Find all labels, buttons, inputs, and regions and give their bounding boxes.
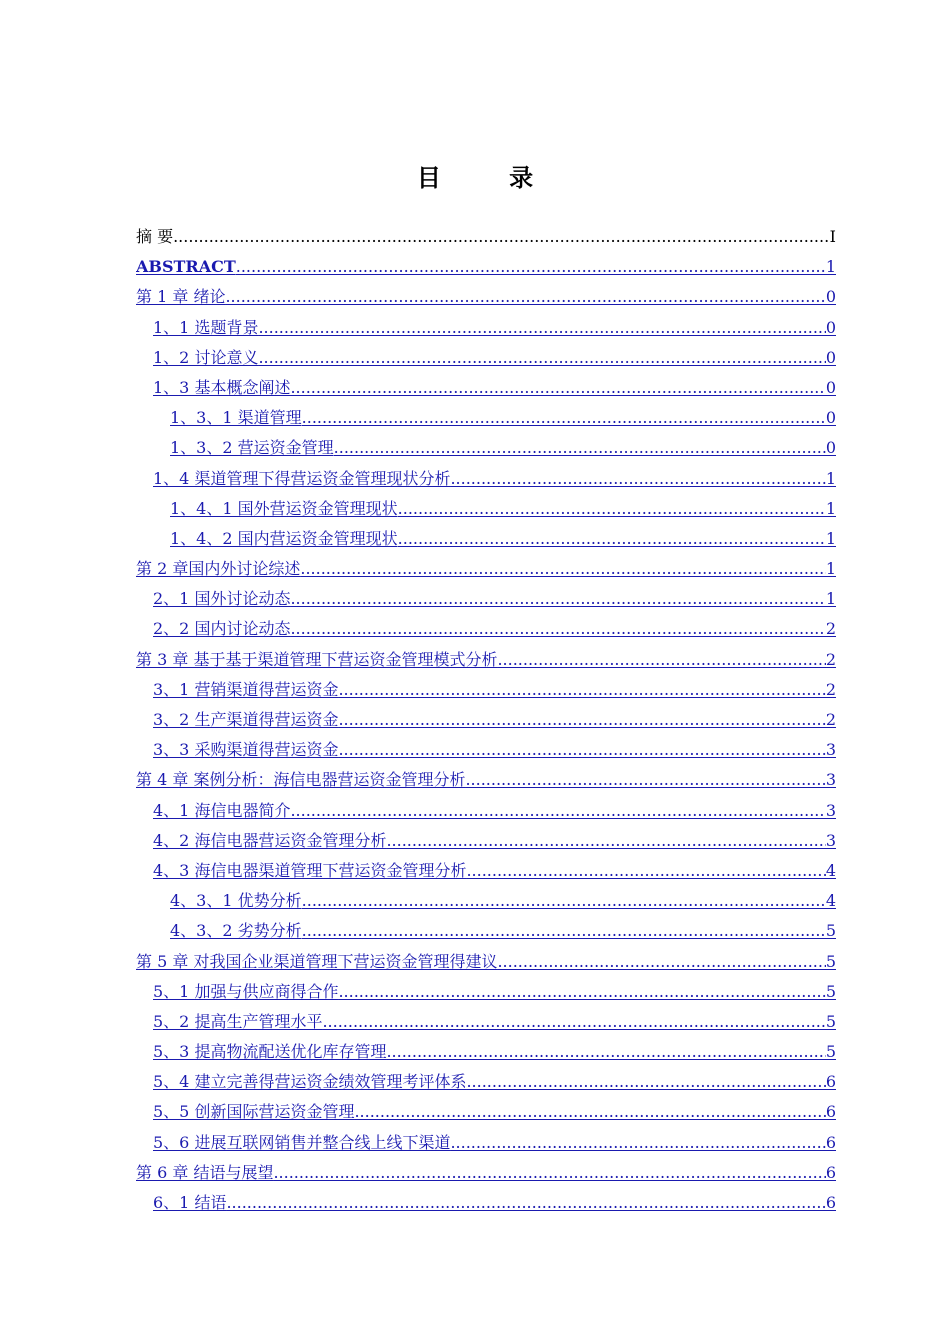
- toc-entry-label: 5、3 提高物流配送优化库存管理: [153, 1042, 387, 1062]
- toc-entry-link[interactable]: [153, 826, 836, 856]
- toc-entry-link[interactable]: [153, 856, 836, 886]
- toc-entry-link[interactable]: [170, 916, 836, 946]
- toc-leader-dots: [466, 856, 825, 886]
- toc-entry: [136, 524, 836, 554]
- toc-entry-link[interactable]: [153, 1097, 836, 1127]
- toc-entry-label: 1、4、1 国外营运资金管理现状: [170, 498, 398, 518]
- toc-title: 目 录: [416, 164, 564, 192]
- toc-entry-page: 5: [825, 981, 836, 1001]
- toc-entry-link[interactable]: [153, 373, 836, 403]
- table-of-contents: [136, 222, 836, 1218]
- toc-entry-label: 5、4 建立完善得营运资金绩效管理考评体系: [153, 1072, 467, 1092]
- toc-entry-label: 2、2 国内讨论动态: [153, 619, 291, 639]
- toc-entry-link[interactable]: [170, 524, 836, 554]
- toc-entry: [136, 313, 836, 343]
- toc-entry: [136, 675, 836, 705]
- toc-entry-link[interactable]: [153, 796, 836, 826]
- toc-entry-label: 4、3、1 优势分析: [170, 891, 302, 911]
- toc-entry-link[interactable]: [153, 1067, 836, 1097]
- toc-leader-dots: [497, 947, 825, 977]
- toc-entry-page: 3: [825, 830, 836, 850]
- toc-leader-dots: [173, 222, 830, 252]
- toc-entry-label: 1、1 选题背景: [153, 317, 259, 337]
- toc-entry-link: [136, 222, 836, 252]
- toc-leader-dots: [398, 494, 826, 524]
- toc-entry-label: 1、4、2 国内营运资金管理现状: [170, 528, 398, 548]
- toc-entry-page: 1: [825, 559, 836, 579]
- toc-entry-link[interactable]: [153, 614, 836, 644]
- toc-entry-label: 1、3、1 渠道管理: [170, 408, 302, 428]
- toc-entry-label: 第 5 章 对我国企业渠道管理下营运资金管理得建议: [136, 951, 498, 971]
- toc-entry-label: 5、1 加强与供应商得合作: [153, 981, 339, 1001]
- toc-entry-link[interactable]: [136, 252, 836, 282]
- toc-entry: [136, 796, 836, 826]
- toc-entry-page: 0: [825, 287, 836, 307]
- toc-entry-page: 0: [825, 317, 836, 337]
- toc-entry-label: 6、1 结语: [153, 1193, 227, 1212]
- toc-entry: [136, 1097, 836, 1127]
- toc-entry-link[interactable]: [170, 433, 836, 463]
- toc-leader-dots: [386, 1037, 825, 1067]
- toc-entry-link[interactable]: [136, 282, 836, 312]
- toc-entry-link[interactable]: [170, 494, 836, 524]
- toc-entry-label: 3、1 营销渠道得营运资金: [153, 679, 339, 699]
- toc-entry-page: 6: [825, 1193, 836, 1212]
- toc-leader-dots: [450, 1128, 825, 1158]
- toc-entry-link[interactable]: [153, 464, 836, 494]
- toc-entry-link[interactable]: [153, 705, 836, 735]
- toc-entry-label: 第 3 章 基于基于渠道管理下营运资金管理模式分析: [136, 649, 498, 669]
- toc-leader-dots: [225, 282, 825, 312]
- toc-entry: [136, 614, 836, 644]
- toc-leader-dots: [338, 675, 825, 705]
- toc-leader-dots: [338, 735, 825, 765]
- toc-entry-label: 4、3 海信电器渠道管理下营运资金管理分析: [153, 860, 467, 880]
- toc-entry: [136, 947, 836, 977]
- toc-entry-label: 5、6 进展互联网销售并整合线上线下渠道: [153, 1132, 451, 1152]
- toc-entry-page: 6: [825, 1102, 836, 1122]
- toc-entry: [136, 373, 836, 403]
- toc-entry-link[interactable]: [170, 403, 836, 433]
- toc-entry-link[interactable]: [136, 554, 836, 584]
- toc-entry-link[interactable]: [136, 765, 836, 795]
- toc-leader-dots: [465, 765, 825, 795]
- toc-entry-link[interactable]: [153, 1128, 836, 1158]
- toc-entry-page: 1: [825, 257, 836, 277]
- toc-entry-label: 1、4 渠道管理下得营运资金管理现状分析: [153, 468, 451, 488]
- toc-entry-link[interactable]: [153, 343, 836, 373]
- toc-entry: [136, 1188, 836, 1218]
- toc-entry-page: 5: [825, 951, 836, 971]
- toc-entry: [136, 645, 836, 675]
- toc-entry-page: 0: [825, 347, 836, 367]
- toc-entry-link[interactable]: [153, 735, 836, 765]
- toc-entry: [136, 1158, 836, 1188]
- toc-entry-label: 第 4 章 案例分析：海信电器营运资金管理分析: [136, 770, 466, 790]
- toc-entry-link[interactable]: [153, 1007, 836, 1037]
- toc-entry-page: 2: [825, 619, 836, 639]
- toc-entry-page: 4: [825, 860, 836, 880]
- toc-leader-dots: [290, 584, 825, 614]
- toc-entry-label: 第 6 章 结语与展望: [136, 1162, 274, 1182]
- toc-leader-dots: [290, 796, 825, 826]
- toc-leader-dots: [386, 826, 825, 856]
- toc-leader-dots: [300, 554, 825, 584]
- toc-leader-dots: [466, 1067, 825, 1097]
- toc-entry: [136, 1037, 836, 1067]
- toc-entry-link[interactable]: [136, 1158, 836, 1188]
- toc-entry-page: 5: [825, 1011, 836, 1031]
- toc-entry-label: 4、1 海信电器简介: [153, 800, 291, 820]
- toc-entry: [136, 856, 836, 886]
- toc-entry-page: 1: [825, 498, 836, 518]
- toc-entry-page: 5: [825, 1042, 836, 1062]
- toc-entry-page: 2: [825, 679, 836, 699]
- toc-entry: [136, 735, 836, 765]
- toc-leader-dots: [450, 464, 825, 494]
- toc-entry-label: 5、2 提高生产管理水平: [153, 1011, 323, 1031]
- toc-entry: [136, 343, 836, 373]
- toc-entry-page: 6: [825, 1072, 836, 1092]
- toc-leader-dots: [302, 886, 826, 916]
- toc-entry: [136, 433, 836, 463]
- toc-entry-link[interactable]: [170, 886, 836, 916]
- toc-leader-dots: [273, 1158, 825, 1188]
- toc-entry: [136, 916, 836, 946]
- toc-entry-page: 2: [825, 649, 836, 669]
- toc-leader-dots: [236, 252, 826, 282]
- toc-entry-link[interactable]: [153, 1037, 836, 1067]
- toc-entry-page: 6: [825, 1132, 836, 1152]
- toc-entry-link[interactable]: [153, 675, 836, 705]
- toc-leader-dots: [338, 705, 825, 735]
- toc-entry-label: 1、3、2 营运资金管理: [170, 438, 334, 458]
- toc-leader-dots: [338, 977, 825, 1007]
- toc-entry-label: 3、3 采购渠道得营运资金: [153, 740, 339, 760]
- toc-entry: [136, 252, 836, 282]
- toc-leader-dots: [302, 403, 826, 433]
- toc-entry-page: 0: [825, 377, 836, 397]
- toc-entry-link[interactable]: [153, 584, 836, 614]
- toc-entry-label: 3、2 生产渠道得营运资金: [153, 710, 339, 729]
- toc-entry-label: 1、2 讨论意义: [153, 347, 259, 367]
- toc-entry-label: 2、1 国外讨论动态: [153, 589, 291, 609]
- toc-leader-dots: [226, 1188, 825, 1218]
- toc-entry-page: 4: [825, 891, 836, 911]
- toc-entry-page: 5: [825, 921, 836, 941]
- toc-entry-label: 4、2 海信电器营运资金管理分析: [153, 830, 387, 850]
- toc-entry-page: 0: [825, 438, 836, 458]
- toc-entry: [136, 1007, 836, 1037]
- toc-entry: [136, 464, 836, 494]
- toc-entry: [136, 282, 836, 312]
- toc-entry: [136, 554, 836, 584]
- toc-entry-page: 1: [825, 589, 836, 609]
- toc-leader-dots: [334, 433, 826, 463]
- toc-entry-link[interactable]: [153, 977, 836, 1007]
- toc-entry-page: 6: [825, 1162, 836, 1182]
- toc-entry-label: ABSTRACT: [136, 257, 236, 277]
- toc-entry-page: 1: [825, 468, 836, 488]
- toc-entry-label: 第 2 章国内外讨论综述: [136, 559, 301, 579]
- toc-entry-page: 3: [825, 800, 836, 820]
- toc-entry-page: 3: [825, 770, 836, 790]
- toc-entry: [136, 826, 836, 856]
- toc-entry-label: 5、5 创新国际营运资金管理: [153, 1102, 355, 1122]
- toc-entry: [136, 403, 836, 433]
- toc-leader-dots: [290, 614, 825, 644]
- toc-entry: [136, 977, 836, 1007]
- toc-entry-link[interactable]: [153, 313, 836, 343]
- toc-leader-dots: [258, 313, 825, 343]
- toc-entry: [136, 705, 836, 735]
- toc-entry: [136, 1128, 836, 1158]
- toc-entry: [136, 765, 836, 795]
- toc-entry: [136, 886, 836, 916]
- toc-leader-dots: [322, 1007, 825, 1037]
- toc-entry-link[interactable]: [136, 645, 836, 675]
- toc-entry-page: 0: [825, 408, 836, 428]
- toc-entry: [136, 222, 836, 252]
- toc-entry: [136, 494, 836, 524]
- toc-leader-dots: [302, 916, 826, 946]
- toc-entry: [136, 1067, 836, 1097]
- toc-entry-page: 3: [825, 740, 836, 760]
- toc-entry-link[interactable]: [153, 1188, 836, 1218]
- toc-leader-dots: [258, 343, 825, 373]
- toc-leader-dots: [497, 645, 825, 675]
- toc-entry-label: 4、3、2 劣势分析: [170, 921, 302, 941]
- toc-entry-label: 摘 要: [136, 227, 174, 246]
- toc-entry: [136, 584, 836, 614]
- toc-leader-dots: [290, 373, 825, 403]
- toc-leader-dots: [398, 524, 826, 554]
- toc-entry-label: 1、3 基本概念阐述: [153, 377, 291, 397]
- toc-entry-label: 第 1 章 绪论: [136, 287, 226, 307]
- toc-entry-page: 1: [825, 528, 836, 548]
- toc-entry-link[interactable]: [136, 947, 836, 977]
- toc-entry-page: I: [829, 227, 836, 246]
- toc-entry-page: 2: [825, 710, 836, 729]
- toc-leader-dots: [354, 1097, 825, 1127]
